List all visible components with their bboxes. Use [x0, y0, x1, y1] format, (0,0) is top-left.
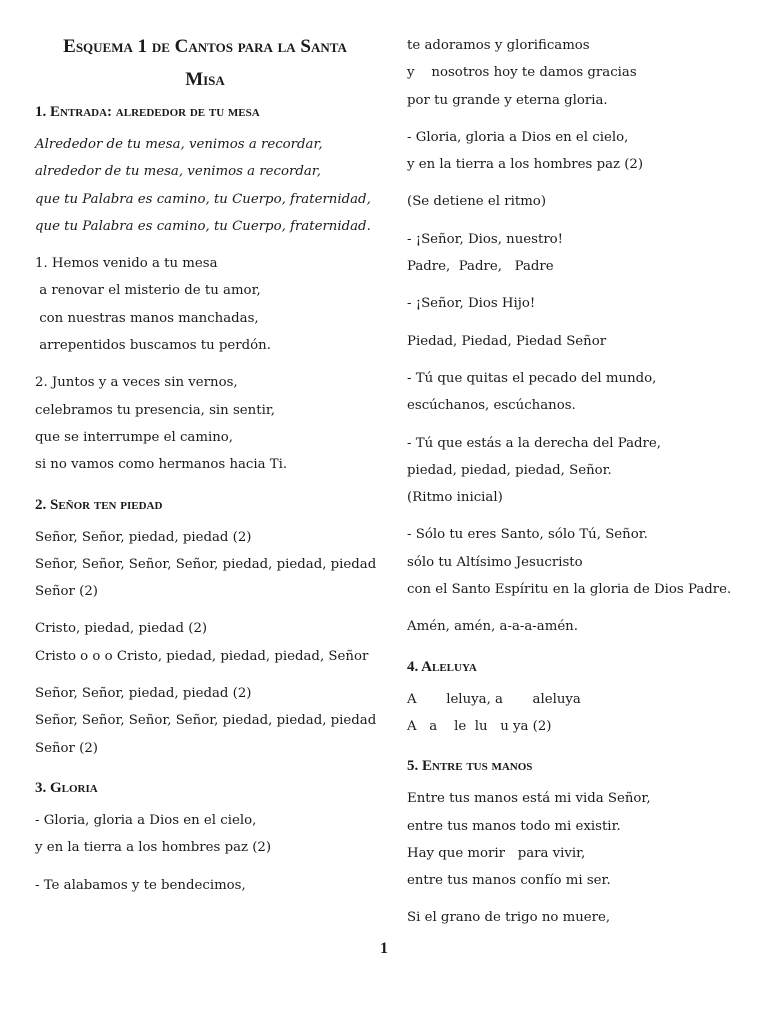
lyric-line: entre tus manos todo mi existir. [407, 818, 621, 834]
lyric-block [407, 124, 742, 179]
lyric-line: Señor, Señor, piedad, piedad (2) [35, 529, 252, 545]
lyric-line: celebramos tu presencia, sin sentir, [35, 402, 275, 418]
lyric-block [35, 615, 375, 670]
lyric-line: A a le lu u ya (2) [407, 718, 552, 734]
verse-block [35, 250, 375, 359]
lyric-line: que tu Palabra es camino, tu Cuerpo, fraternidad, [35, 191, 371, 207]
lyric-line: a renovar el misterio de tu amor, [35, 283, 261, 299]
section-senor-ten-piedad [35, 495, 375, 762]
lyric-line: que tu Palabra es camino, tu Cuerpo, fraternidad. [35, 218, 371, 234]
lyric-line: Señor (2) [35, 740, 98, 756]
lyric-block [407, 188, 742, 215]
lyric-line: Padre, Padre, Padre [407, 259, 554, 275]
lyric-block [407, 365, 742, 420]
lyric-line: alrededor de tu mesa, venimos a recordar, [35, 164, 321, 180]
lyric-line: - Gloria, gloria a Dios en el cielo, [407, 129, 629, 145]
lyric-line: Cristo, piedad, piedad (2) [35, 621, 208, 637]
lyric-line: sólo tu Altísimo Jesucristo [407, 554, 583, 570]
lyric-line: con el Santo Espíritu en la gloria de Dios Padre. [407, 582, 732, 598]
lyric-block [35, 872, 375, 899]
section-heading: 3. Gloria [35, 779, 98, 796]
lyric-block [35, 807, 375, 862]
lyric-line: Señor (2) [35, 584, 98, 600]
lyric-block [407, 290, 742, 317]
lyric-line: Señor, Señor, Señor, Señor, piedad, piedad, piedad [35, 556, 377, 572]
verse-block [35, 369, 375, 478]
lyric-block [35, 680, 375, 762]
lyric-line: A leluya, a aleluya [407, 691, 581, 707]
lyric-line: Hay que morir para vivir, [407, 845, 586, 861]
right-column [407, 32, 742, 942]
lyric-line: y nosotros hoy te damos gracias [407, 65, 637, 81]
lyric-line: Cristo o o o Cristo, piedad, piedad, piedad, Señor [35, 648, 369, 664]
lyric-line: entre tus manos confío mi ser. [407, 873, 611, 889]
lyric-line: con nuestras manos manchadas, [35, 310, 259, 326]
lyric-block [35, 524, 375, 606]
lyric-line: por tu grande y eterna gloria. [407, 92, 608, 108]
lyric-line: - ¡Señor, Dios, nuestro! [407, 231, 564, 247]
section-gloria [35, 778, 375, 899]
title-line-2: Misa [185, 69, 225, 90]
lyric-block [407, 785, 742, 894]
section-heading: 2. Señor ten piedad [35, 496, 163, 513]
lyric-line: Entre tus manos está mi vida Señor, [407, 791, 651, 807]
section-entrada [35, 102, 375, 479]
section-gloria-continued [407, 32, 742, 641]
lyric-line: y en la tierra a los hombres paz (2) [35, 840, 272, 856]
lyric-line: Señor, Señor, piedad, piedad (2) [35, 686, 252, 702]
lyric-block [407, 686, 742, 741]
lyric-line: - Te alabamos y te bendecimos, [35, 877, 246, 893]
lyric-line: escúchanos, escúchanos. [407, 398, 576, 414]
section-heading: 1. Entrada: alrededor de tu mesa [35, 104, 260, 120]
document-title [35, 30, 375, 96]
section-aleluya [407, 657, 742, 741]
lyric-line: Si el grano de trigo no muere, [407, 910, 611, 926]
lyric-line: Alrededor de tu mesa, venimos a recordar, [35, 137, 323, 152]
chorus-block [35, 131, 375, 240]
lyric-block [407, 904, 742, 931]
lyric-line: que se interrumpe el camino, [35, 429, 233, 445]
section-heading: 5. Entre tus manos [407, 758, 533, 775]
lyric-line: 1. Hemos venido a tu mesa [35, 256, 218, 272]
page-number: 1 [380, 940, 388, 957]
lyric-line: Señor, Señor, Señor, Señor, piedad, piedad, piedad [35, 713, 377, 729]
title-line-1: Esquema 1 de Cantos para la Santa [63, 36, 347, 57]
lyric-block [407, 521, 742, 603]
lyric-line: si no vamos como hermanos hacia Ti. [35, 457, 288, 473]
lyric-line: - Gloria, gloria a Dios en el cielo, [35, 812, 257, 828]
lyric-line: - Sólo tu eres Santo, sólo Tú, Señor. [407, 527, 648, 543]
left-column [35, 30, 375, 909]
lyric-line: - Tú que estás a la derecha del Padre, [407, 435, 661, 451]
lyric-line: Piedad, Piedad, Piedad Señor [407, 333, 607, 349]
lyric-line: piedad, piedad, piedad, Señor. [407, 462, 612, 478]
lyric-line: (Ritmo inicial) [407, 490, 503, 506]
lyric-line: - Tú que quitas el pecado del mundo, [407, 370, 657, 386]
lyric-block [407, 226, 742, 281]
lyric-line: y en la tierra a los hombres paz (2) [407, 157, 644, 173]
lyric-line: (Se detiene el ritmo) [407, 194, 547, 210]
lyric-block [407, 328, 742, 355]
lyric-line: arrepentidos buscamos tu perdón. [35, 338, 271, 354]
section-entre-tus-manos [407, 756, 742, 931]
lyric-line: te adoramos y glorificamos [407, 38, 590, 53]
lyric-line: - ¡Señor, Dios Hijo! [407, 296, 536, 312]
lyric-line: 2. Juntos y a veces sin vernos, [35, 375, 238, 391]
lyric-block [407, 613, 742, 640]
section-heading: 4. Aleluya [407, 658, 477, 675]
lyric-line: Amén, amén, a-a-a-amén. [407, 619, 578, 635]
lyric-block [407, 430, 742, 512]
lyric-block [407, 32, 742, 114]
